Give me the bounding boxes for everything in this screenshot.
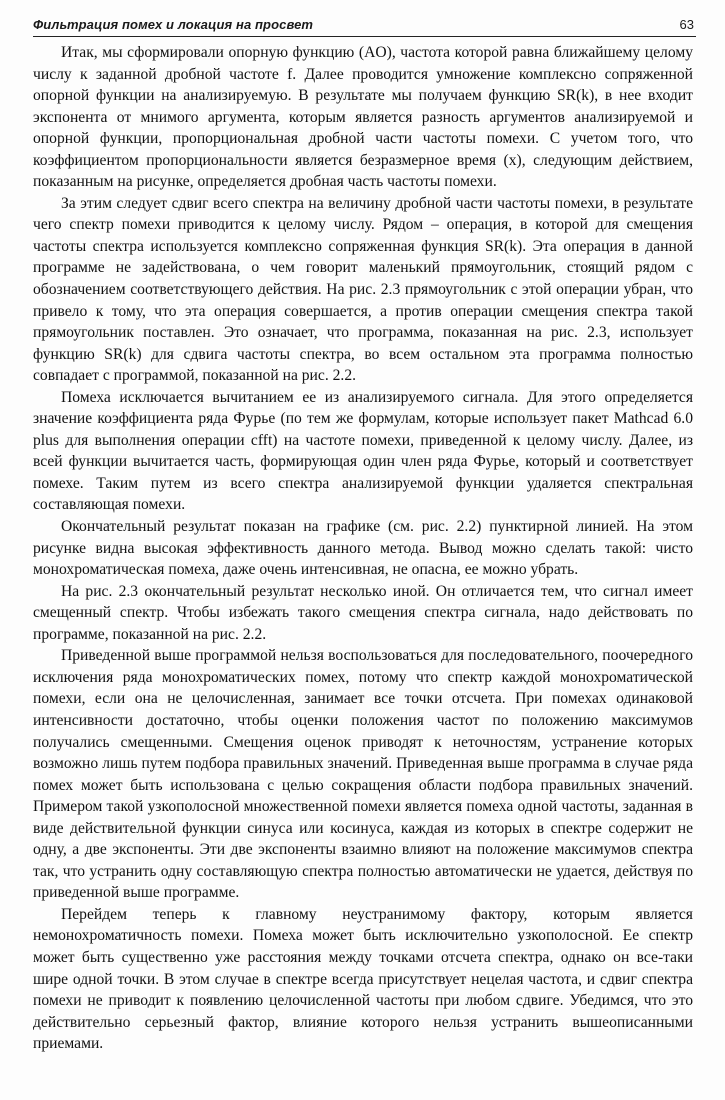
page-number: 63: [679, 17, 694, 32]
paragraph-figure-2-3: На рис. 2.3 окончательный результат несколько иной. Он отличается тем, что сигнал имеет смещенный спектр. Чтобы избежать такого смещения спектра сигнала, надо действовать по программе, показанной на рис. 2.2.: [33, 582, 693, 643]
running-header: [33, 8, 696, 37]
paragraph-interference-subtraction: Помеха исключается вычитанием ее из анализируемого сигнала. Для этого определяется значение коэффициента ряда Фурье (по тем же формулам, которые использует пакет Mathcad 6.0 plus для выполнения операции cfft) на частоте помехи, приведенной к целому числу. Далее, из всей функции вычитается часть, формирующая один член ряда Фурье, который и соответствует помехе. Таким путем из всего спектра анализируемой функции удаляется спектральная составляющая помехи.: [33, 388, 693, 514]
body-text: [33, 42, 693, 1055]
paragraph-non-monochromatic: Перейдем теперь к главному неустранимому фактору, которым является немонохроматичность помехи. Помеха может быть исключительно узкополосной. Ее спектр может быть существенно уже расстояния между точками отсчета спектра, однако он все-таки шире одной точки. В этом случае в спектре всегда присутствует нецелая частота, и сдвиг спектра помехи не приводит к появлению целочисленной частоты при любом сдвиге. Убедимся, что это действительно серьезный фактор, влияние которого нельзя устранить вышеописанными приемами.: [33, 905, 693, 1053]
paragraph-spectrum-shift: За этим следует сдвиг всего спектра на величину дробной части частоты помехи, в результате чего спектр помехи приводится к целому числу. Рядом – операция, в которой для смещения частоты спектра используется комплексно сопряженная функция SR(k). Эта операция в данной программе не задействована, о чем говорит маленький прямоугольник, стоящий рядом с обозначением соответствующего действия. На рис. 2.3 прямоугольник с этой операции убран, что привело к тому, что эта операция совершается, а против операции смещения спектра такой прямоугольник поставлен. Это означает, что программа, показанная на рис. 2.3, использует функцию SR(k) для сдвига частоты спектра, во всем остальном эта программа полностью совпадает с программой, показанной на рис. 2.2.: [33, 194, 693, 385]
running-title: Фильтрация помех и локация на просвет: [33, 17, 314, 32]
paragraph-multiple-interference: Приведенной выше программой нельзя воспользоваться для последовательного, поочередного исключения ряда монохроматических помех, потому что спектр каждой монохроматической помехи, если она не целочисленная, занимает все точки отсчета. При помехах одинаковой интенсивности достаточно, чтобы оценки положения частот по положению максимумов получались смещенными. Смещения оценок приводят к неточностям, устранение которых возможно лишь путем подбора правильных значений. Приведенная выше программа в случае ряда помех может быть использована с целью сокращения области подбора правильных значений. Примером такой узкополосной множественной помехи является помеха одной частоты, заданная в виде действительной функции синуса или косинуса, каждая из которых в спектре содержит не одну, а две экспоненты. Эти две экспоненты взаимно влияют на положение максимумов спектра так, что устранить одну составляющую спектра полностью автоматически не удается, действуя по приведенной выше программе.: [33, 647, 693, 902]
paragraph-reference-function: Итак, мы сформировали опорную функцию (AO), частота которой равна ближайшему целому числу к заданной дробной частоте f. Далее проводится умножение комплексно сопряженной опорной функции на анализируемую. В результате мы получаем функцию SR(k), в нее входит экспонента от мнимого аргумента, которым является разность аргументов анализируемой и опорной функции, пропорциональная дробной части частоты помехи. С учетом того, что коэффициентом пропорциональности является безразмерное время (x), следующим действием, показанным на рисунке, определяется дробная часть частоты помехи.: [33, 44, 693, 191]
paragraph-final-result: Окончательный результат показан на графике (см. рис. 2.2) пунктирной линией. На этом рисунке видна высокая эффективность данного метода. Вывод можно сделать такой: чисто монохроматическая помеха, даже очень интенсивная, не опасна, ее можно убрать.: [33, 518, 693, 579]
